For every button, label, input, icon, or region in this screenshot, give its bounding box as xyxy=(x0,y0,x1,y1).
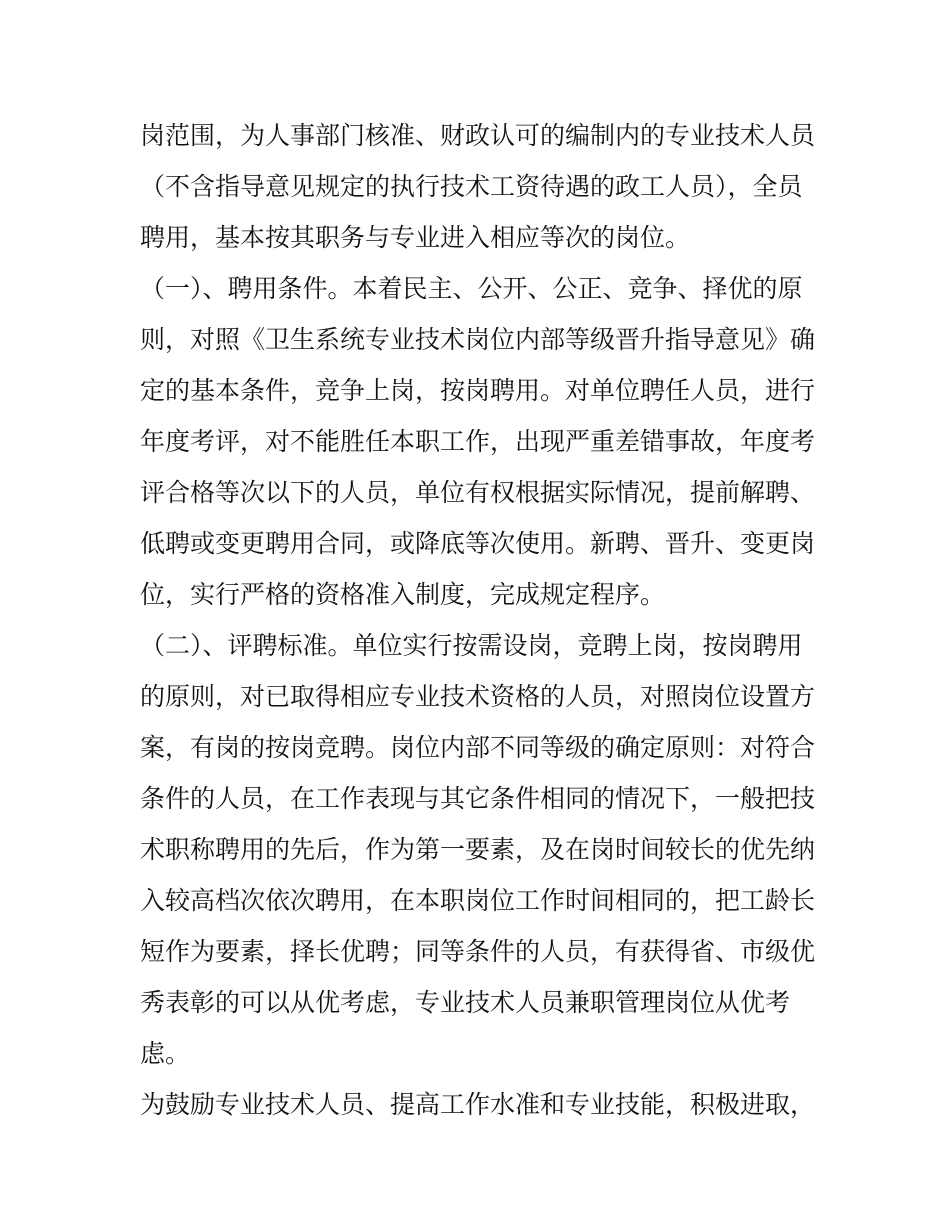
text-line: （不含指导意见规定的执行技术工资待遇的政工人员），全员 xyxy=(140,172,803,201)
text-line: 的原则，对已取得相应专业技术资格的人员，对照岗位设置方 xyxy=(140,682,816,711)
text-line: 岗范围，为人事部门核准、财政认可的编制内的专业技术人员 xyxy=(140,121,816,150)
text-line: 短作为要素，择长优聘；同等条件的人员，有获得省、市级优 xyxy=(140,937,816,966)
document-body xyxy=(140,110,820,1130)
text-line: 条件的人员，在工作表现与其它条件相同的情况下，一般把技 xyxy=(140,784,816,813)
text-line: 则，对照《卫生系统专业技术岗位内部等级晋升指导意见》确 xyxy=(140,325,816,354)
text-line: 术职称聘用的先后，作为第一要素，及在岗时间较长的优先纳 xyxy=(140,835,816,864)
text-line: 年度考评，对不能胜任本职工作，出现严重差错事故，年度考 xyxy=(140,427,816,456)
text-line: 虑。 xyxy=(140,1039,191,1068)
text-line: 位，实行严格的资格准入制度，完成规定程序。 xyxy=(140,580,666,609)
text-line: 秀表彰的可以从优考虑，专业技术人员兼职管理岗位从优考 xyxy=(140,988,791,1017)
text-line: （一）、聘用条件。本着民主、公开、公正、竞争、择优的原 xyxy=(140,274,803,303)
text-line: 低聘或变更聘用合同，或降底等次使用。新聘、晋升、变更岗 xyxy=(140,529,816,558)
text-line: 定的基本条件，竞争上岗，按岗聘用。对单位聘任人员，进行 xyxy=(140,376,816,405)
text-line: 聘用，基本按其职务与专业进入相应等次的岗位。 xyxy=(140,223,691,252)
text-line: 入较高档次依次聘用，在本职岗位工作时间相同的，把工龄长 xyxy=(140,886,816,915)
text-line: 为鼓励专业技术人员、提高工作水准和专业技能，积极进取， xyxy=(140,1090,816,1119)
text-line: 案，有岗的按岗竞聘。岗位内部不同等级的确定原则：对符合 xyxy=(140,733,816,762)
text-line: 评合格等次以下的人员，单位有权根据实际情况，提前解聘、 xyxy=(140,478,816,507)
text-line: （二）、评聘标准。单位实行按需设岗，竞聘上岗，按岗聘用 xyxy=(140,631,803,660)
